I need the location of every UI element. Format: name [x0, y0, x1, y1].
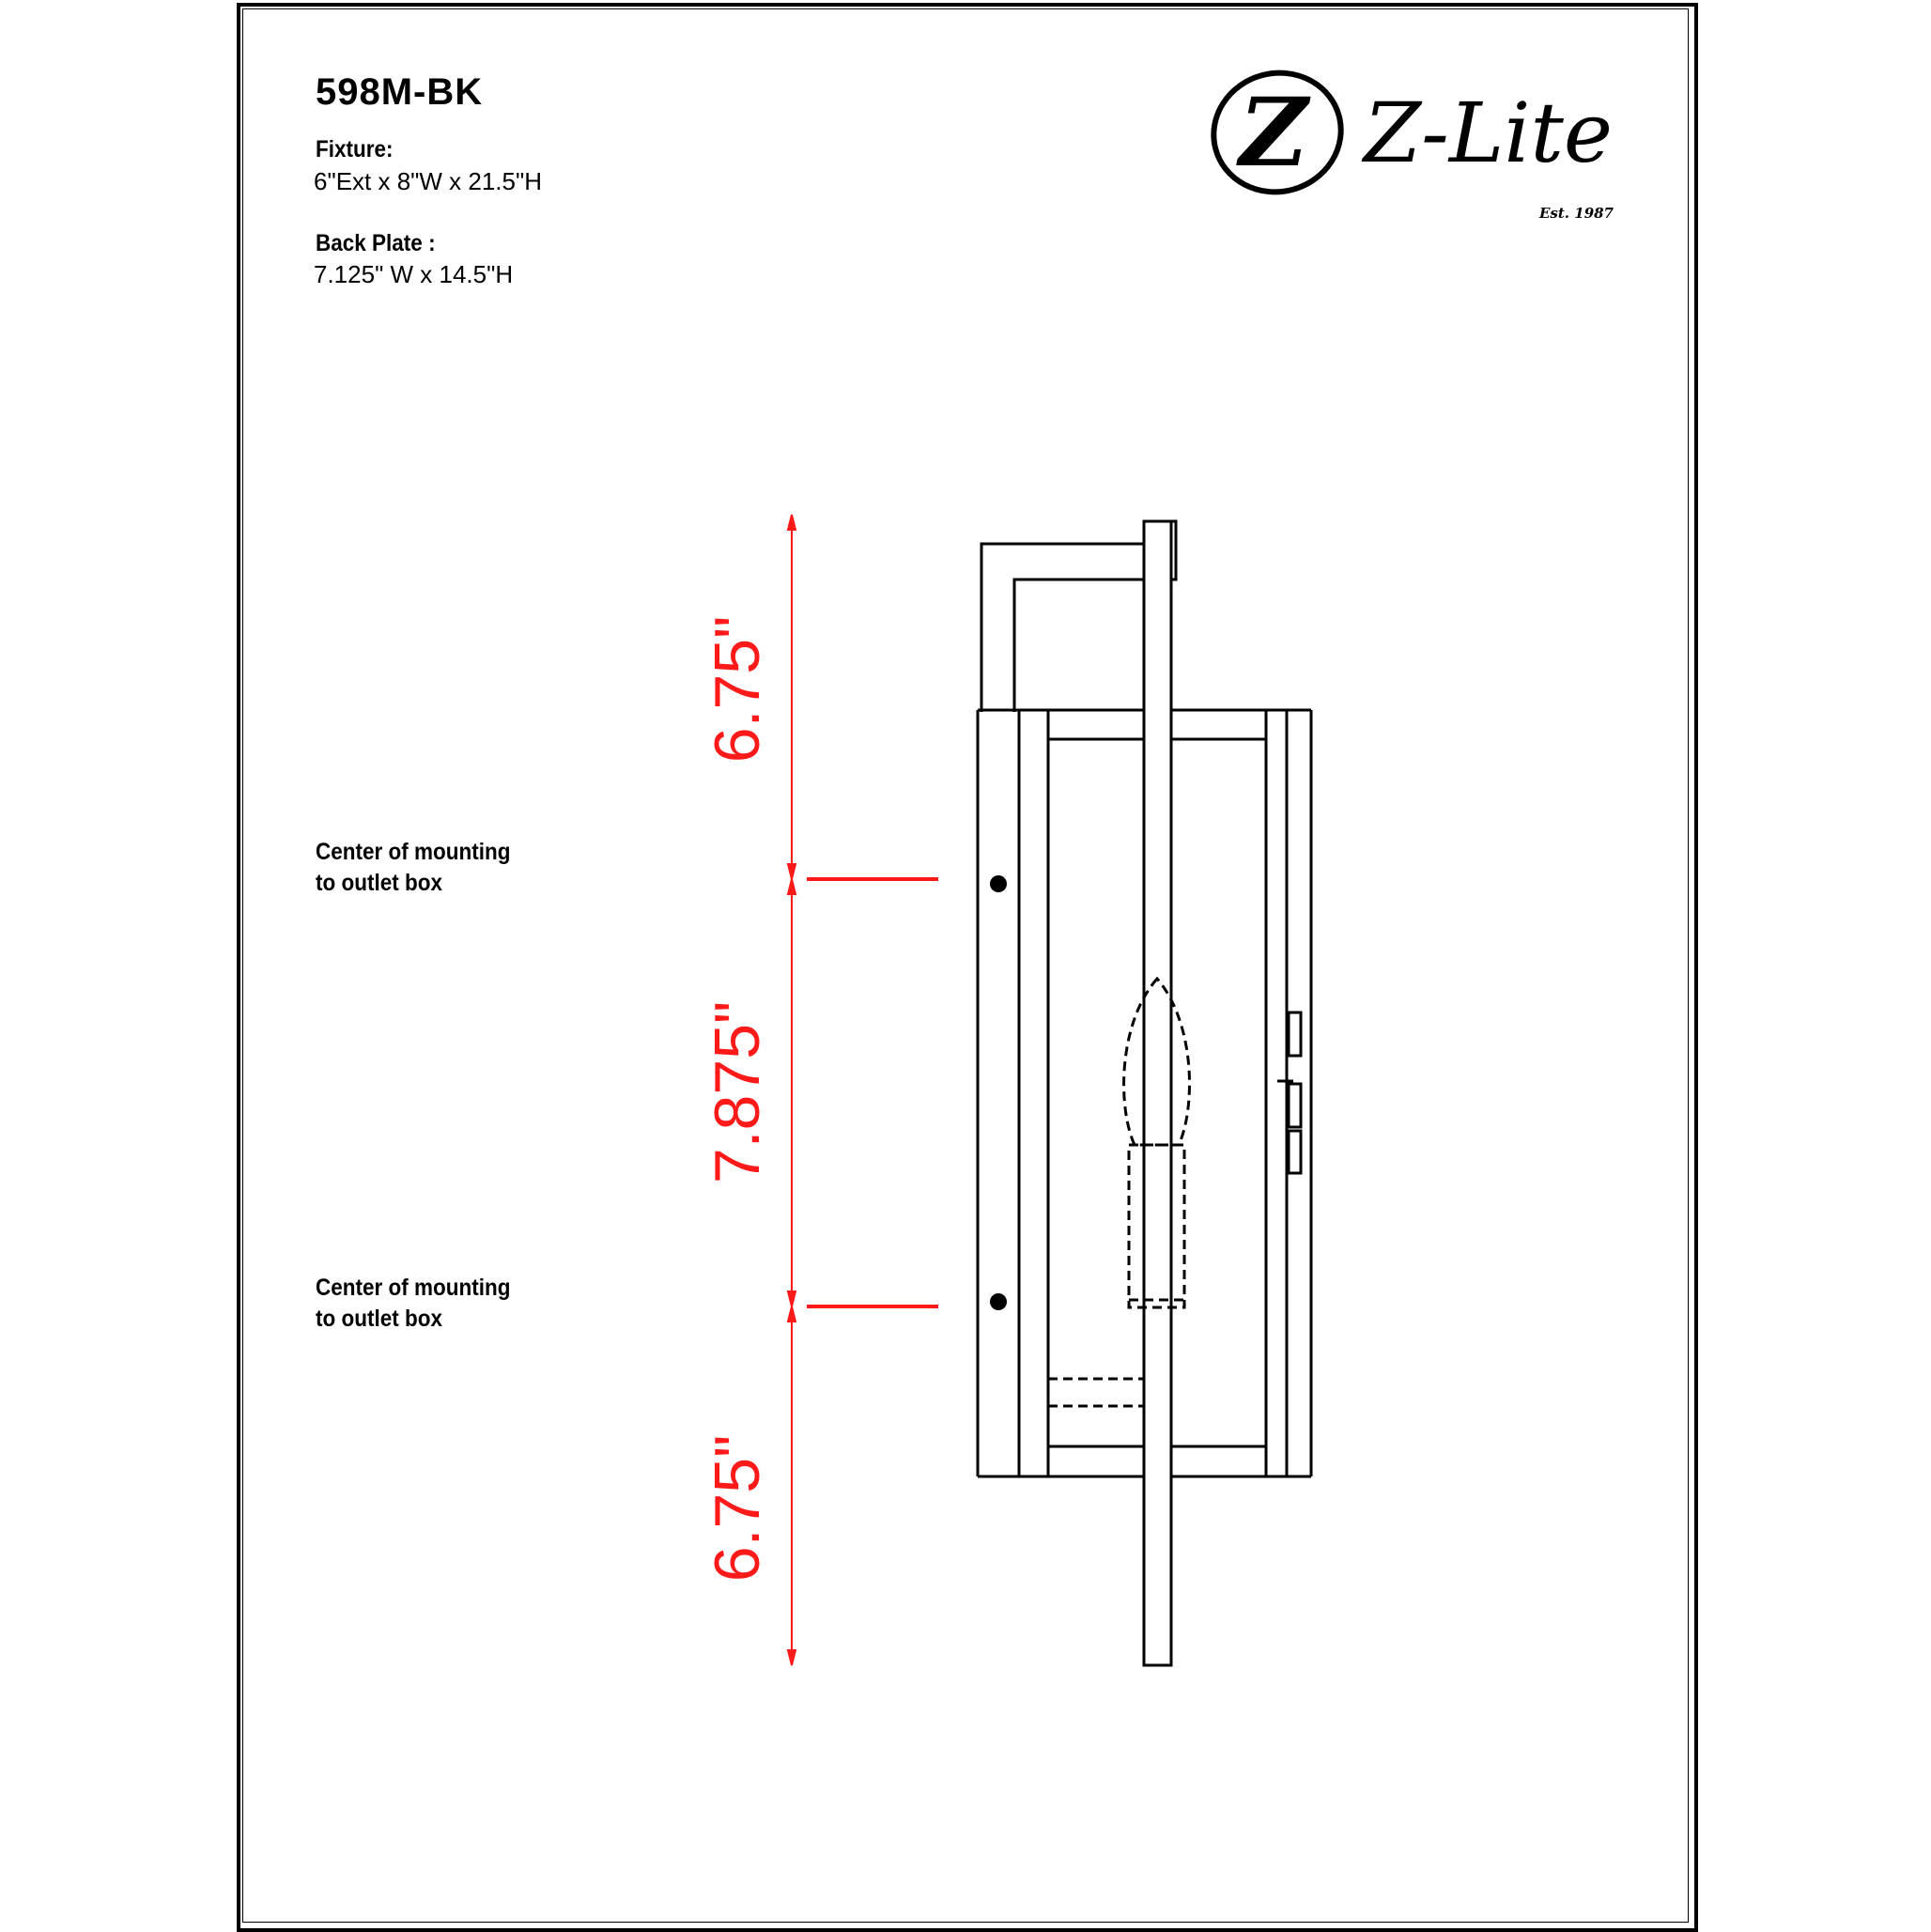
fixture-label: Fixture: [316, 136, 394, 162]
dimension-middle: 7.875" [702, 1000, 773, 1184]
back-plate-cap [1171, 521, 1176, 580]
door-hinge [1277, 1012, 1301, 1173]
mount-label-1-line1: Center of mounting [316, 839, 511, 865]
back-plate [1144, 521, 1171, 1665]
back-plate-dimensions: 7.125" W x 14.5"H [314, 260, 514, 288]
arm-inner [1014, 580, 1144, 712]
mount-point-top [990, 875, 1007, 892]
mount-label-1-line2: to outlet box [316, 870, 442, 896]
model-number: 598M-BK [316, 71, 484, 113]
fixture-dimensions: 6"Ext x 8"W x 21.5"H [314, 167, 542, 195]
mount-label-2-line2: to outlet box [316, 1306, 442, 1332]
dimension-lines [788, 515, 938, 1665]
back-plate-label: Back Plate : [316, 230, 436, 256]
mount-point-bottom [990, 1293, 1007, 1310]
arm-outer [981, 544, 1144, 712]
logo-wordmark: Z-Lite [1364, 85, 1613, 181]
dimension-bottom: 6.75" [702, 1434, 773, 1583]
logo-z-letter: Z [1239, 77, 1308, 188]
mount-label-2-line1: Center of mounting [316, 1275, 511, 1301]
logo-tagline: Est. 1987 [1539, 205, 1614, 222]
dimension-top: 6.75" [702, 615, 773, 764]
